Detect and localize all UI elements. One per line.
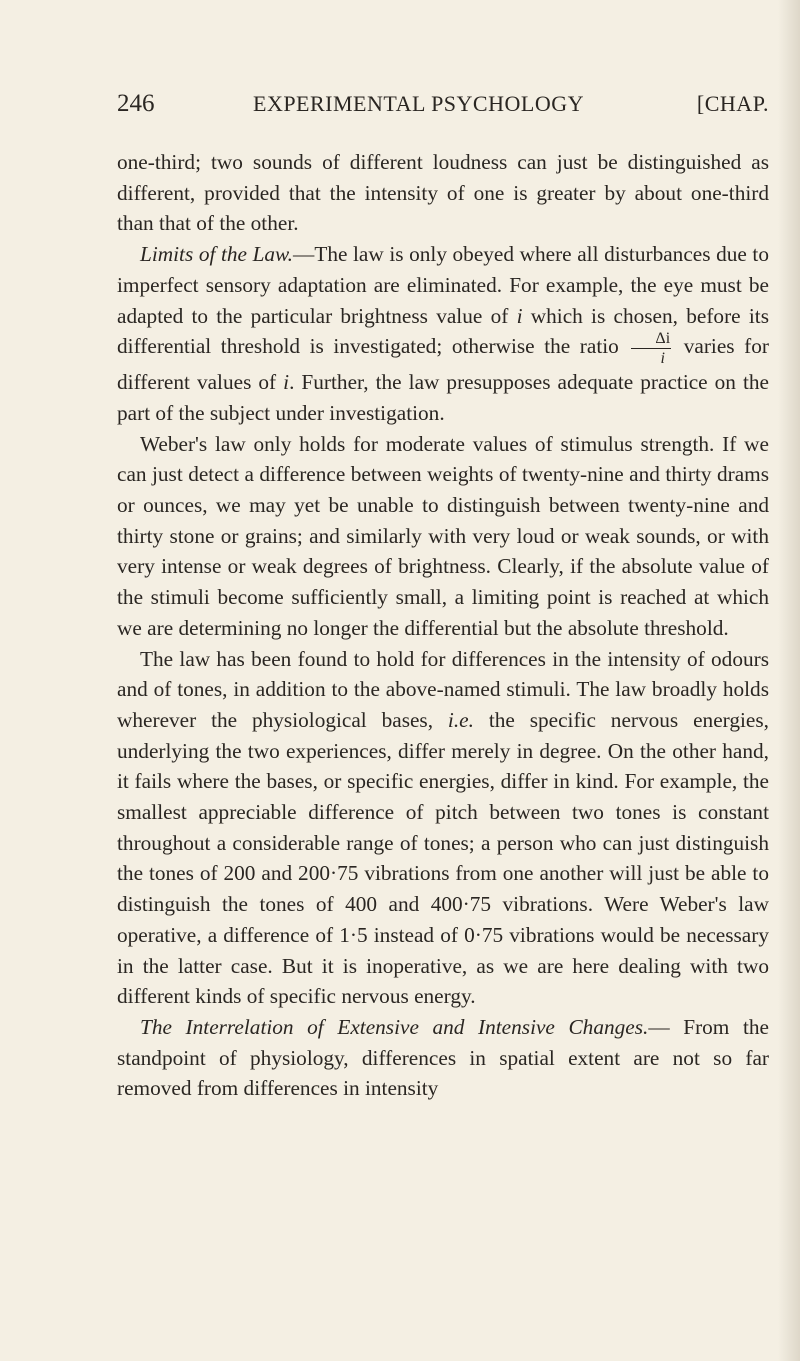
body-text — [117, 147, 769, 1104]
section-heading-interrelation: The Interrelation of Extensive and Intensive Changes. — [140, 1014, 649, 1039]
ratio-numerator: Δi — [631, 331, 671, 349]
chapter-marker: [CHAP. — [696, 91, 769, 116]
paragraph-moderate-values: Weber's law only holds for moderate values of stimulus strength. If we can just detect a difference between weights of twenty-nine and thirty drams or ounces, we may yet be unable to distinguish between twenty-nine and thirty stone or grains; and similarly with very loud or weak sounds, or with very intense or weak degrees of brightness. Clearly, if the absolute value of the stimuli become sufficiently small, a limiting point is reached at which we are determining no longer the differential but the absolute threshold. — [117, 431, 769, 640]
page-edge-shadow — [778, 0, 800, 1361]
paragraph-interrelation: The Interrelation of Extensive and Intensive Changes.— From the standpoint of physiology, differences in spatial extent are not so far removed from differences in intensity — [117, 1014, 769, 1101]
paragraph-odours-and-tones: The law has been found to hold for differences in the intensity of odours and of tones, in addition to the above-named stimuli. The law broadly holds wherever the physiological bases, i.e. the specific nervous energies, underlying the two experiences, differ merely in degree. On the other hand, it fails where the bases, or specific energies, differ in kind. For example, the smallest appreciable difference of pitch between two tones is constant throughout a considerable range of tones; a person who can just distinguish the tones of 200 and 200·75 vibrations from one another will just be able to distinguish the tones of 400 and 400·75 vibrations. Were Weber's law operative, a difference of 1·5 instead of 0·75 vibrations would be necessary in the latter case. But it is inoperative, as we are here dealing with two different kinds of specific nervous energy. — [117, 646, 769, 1009]
paragraph-continuation: one-third; two sounds of different loudness can just be distinguished as different, provided that the intensity of one is greater by about one-third than that of the other. — [117, 150, 769, 236]
running-title: EXPERIMENTAL PSYCHOLOGY — [253, 91, 584, 116]
ratio-denominator: i — [660, 350, 665, 368]
page-header — [117, 84, 769, 124]
page-number: 246 — [117, 90, 155, 117]
paragraph-limits-of-law: Limits of the Law.—The law is only obeyed where all disturbances due to imperfect sensory adaptation are eliminated. For example, the eye must be adapted to the particular brightness value of i which is chosen, before its differential threshold is investigated; otherwise the ratio $\frac{\Delta i}{i}$ varies for different values of i. Further, the law presupposes adequate practice on the part of the subject under investigation. — [117, 242, 769, 425]
section-heading-limits: Limits of the Law. — [140, 242, 294, 267]
ratio-fraction — [631, 331, 671, 367]
